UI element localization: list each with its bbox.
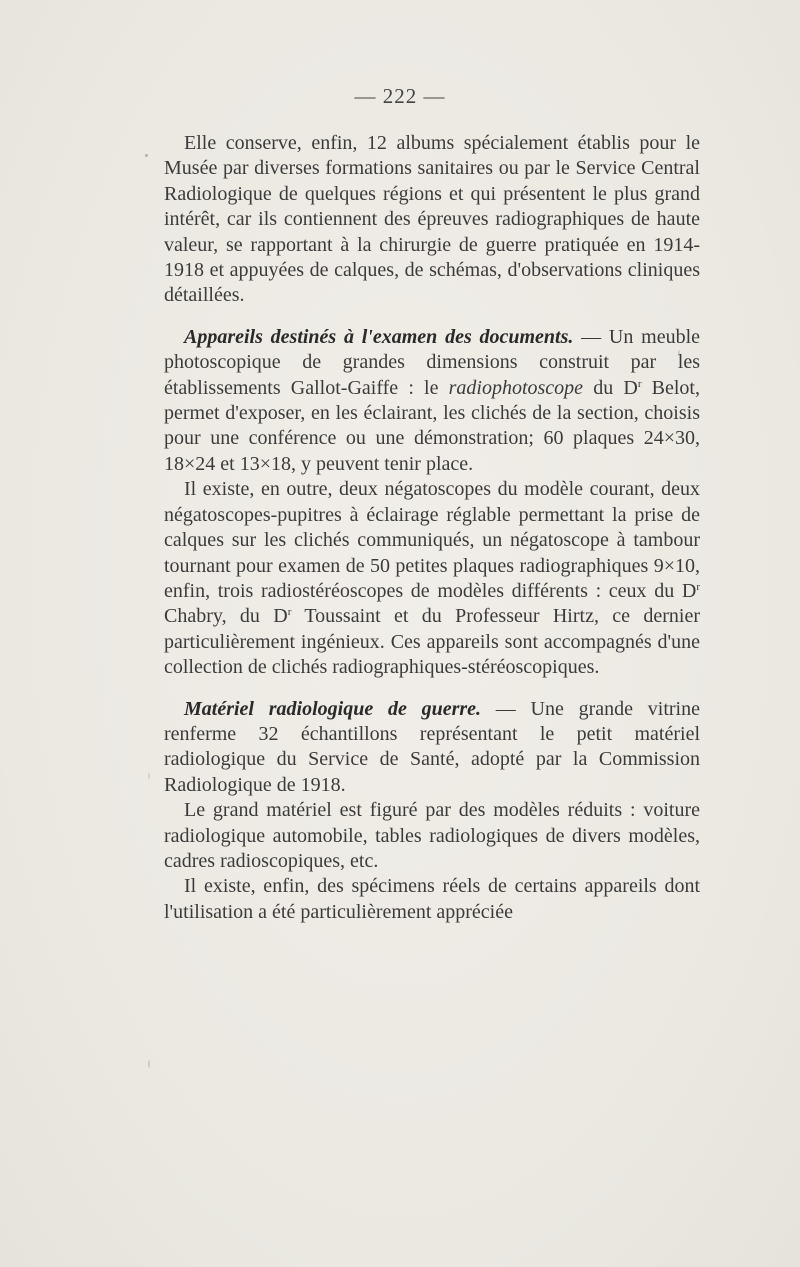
- paragraph-materiel: [164, 697, 700, 799]
- paragraph-specimens-text: Il existe, enfin, des spécimens réels de certains appareils dont l'utilisation a été particulièrement appréciée: [164, 875, 700, 923]
- superscript-r: r: [287, 606, 292, 619]
- paragraph-appareils-text-b: du D: [583, 376, 638, 399]
- paragraph-appareils-text-c: Belot, permet d'exposer, en les éclairant, les clichés de la section, choisis pour une conférence ou une démonstration; 60 plaques 24×30, 18×24 et 13×18, y peuvent tenir place.: [164, 376, 700, 475]
- paragraph-appareils: [164, 325, 700, 477]
- page-number: — 222 —: [354, 84, 446, 108]
- paragraph-grand-materiel: [164, 798, 700, 874]
- body-text: [164, 131, 700, 925]
- radiophotoscope-term: radiophotoscope: [448, 376, 584, 399]
- paragraph-negatoscopes-text-b: Chabry, du D: [164, 605, 288, 628]
- paragraph-negatoscopes-text-a: Il existe, en outre, deux négatoscopes du modèle courant, deux négatoscopes-pupitres à éclairage réglable permettant la prise de calques sur les clichés communiqués, un négatoscope à tambour tournant pour examen de 50 petites plaques radiographiques 9×10, enfin, trois radiostéréoscopes de modèles différents : ceux du D: [164, 478, 700, 602]
- superscript-r: r: [696, 580, 700, 593]
- paragraph-negatoscopes: [164, 477, 700, 680]
- paper-speck: [148, 1060, 150, 1068]
- section-heading-appareils: Appareils destinés à l'examen des documents.: [184, 325, 574, 348]
- paper-speck: [145, 154, 148, 157]
- section-heading-materiel: Matériel radiologique de guerre.: [184, 697, 482, 720]
- superscript-r: r: [637, 377, 642, 390]
- paragraph-appareils-text-a: — Un meuble photoscopique de grandes dimensions construit par les établissements Gallot-Gaiffe : le: [164, 325, 700, 399]
- paragraph-materiel-text: — Une grande vitrine renferme 32 échantillons représentant le petit matériel radiologique du Service de Santé, adopté par la Commission Radiologique de 1918.: [164, 697, 700, 796]
- paragraph-albums: [164, 131, 700, 309]
- paragraph-grand-materiel-text: Le grand matériel est figuré par des modèles réduits : voiture radiologique automobile, tables radiologiques de divers modèles, cadres radioscopiques, etc.: [164, 799, 700, 872]
- paper-speck: [148, 773, 150, 779]
- paragraph-negatoscopes-text-c: Toussaint et du Professeur Hirtz, ce dernier particulièrement ingénieux. Ces appareils sont accompagnés d'une collection de clichés radiographiques-stéréoscopiques.: [164, 605, 700, 679]
- paragraph-specimens: [164, 874, 700, 925]
- paragraph-albums-text: Elle conserve, enfin, 12 albums spécialement établis pour le Musée par diverses formations sanitaires ou par le Service Central Radiologique de quelques régions et qui présentent le plus grand intérêt, car ils contiennent des épreuves radiographiques de haute valeur, se rapportant à la chirurgie de guerre pratiquée en 1914-1918 et appuyées de calques, de schémas, d'observations cliniques détaillées.: [164, 132, 700, 307]
- paper-speck: [678, 350, 680, 356]
